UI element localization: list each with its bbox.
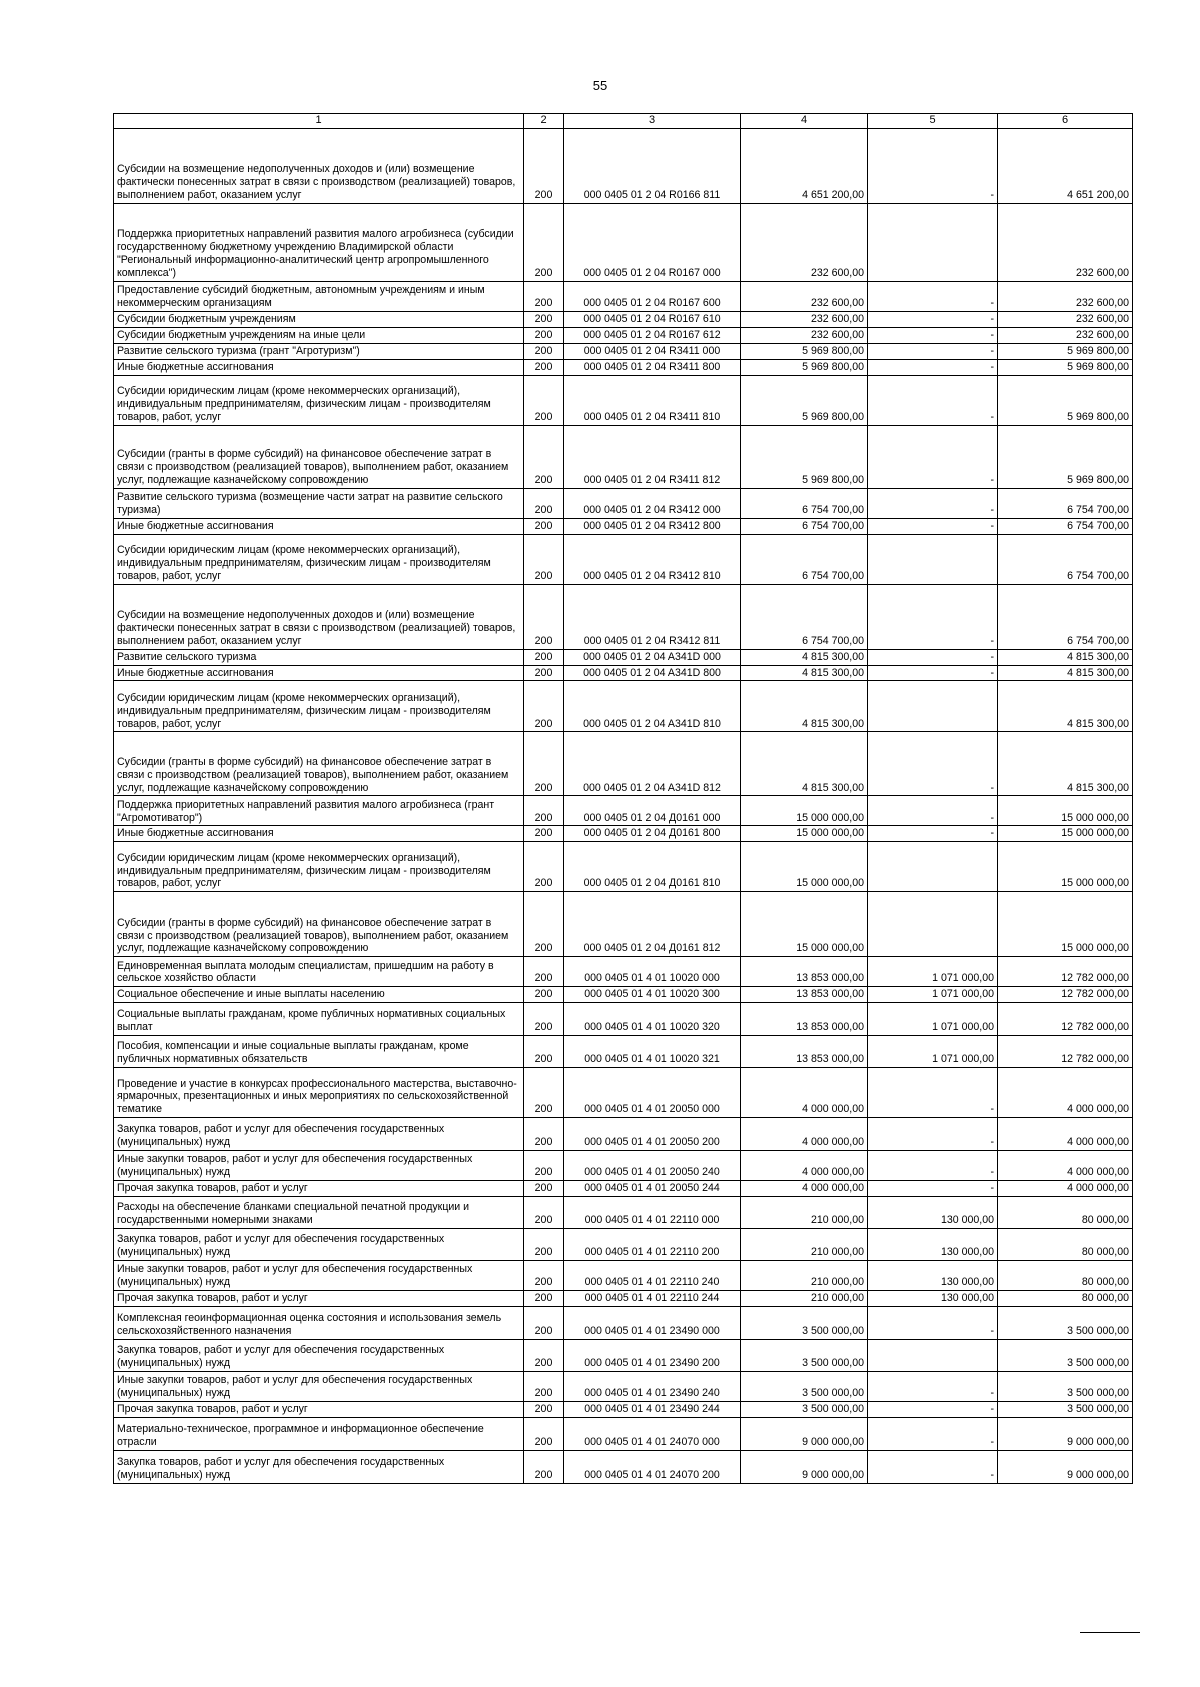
row-executed-cell: - [868,129,998,204]
row-name-cell: Закупка товаров, работ и услуг для обеспечения государственных (муниципальных) нужд [114,1340,524,1372]
row-kbk-cell: 000 0405 01 4 01 20050 200 [564,1118,741,1151]
table-body [114,129,1133,1484]
row-executed-cell: - [868,1402,998,1418]
table-row [114,584,1133,649]
row-executed-cell [868,204,998,282]
row-remaining-cell: 15 000 000,00 [998,892,1133,957]
row-executed-cell: - [868,584,998,649]
row-approved-cell: 210 000,00 [741,1229,868,1261]
row-name-cell: Закупка товаров, работ и услуг для обеспечения государственных (муниципальных) нужд [114,1451,524,1484]
table-row [114,842,1133,892]
row-code-cell: 200 [524,425,564,488]
row-approved-cell: 210 000,00 [741,1261,868,1291]
row-name-cell: Субсидии (гранты в форме субсидий) на финансовое обеспечение затрат в связи с производством (реализацией товаров), выполнением работ, оказанием услуг, подлежащие казначейскому сопровождению [114,892,524,957]
row-kbk-cell: 000 0405 01 4 01 24070 000 [564,1418,741,1451]
row-name-cell: Субсидии юридическим лицам (кроме некоммерческих организаций), индивидуальным предпринимателям, физическим лицам - производителям товаров, работ, услуг [114,534,524,584]
row-approved-cell: 232 600,00 [741,282,868,312]
table-row [114,1340,1133,1372]
row-kbk-cell: 000 0405 01 2 04 R3412 811 [564,584,741,649]
row-remaining-cell: 4 000 000,00 [998,1118,1133,1151]
row-name-cell: Прочая закупка товаров, работ и услуг [114,1402,524,1418]
row-remaining-cell: 9 000 000,00 [998,1451,1133,1484]
row-remaining-cell: 6 754 700,00 [998,518,1133,534]
row-kbk-cell: 000 0405 01 4 01 10020 300 [564,987,741,1003]
row-approved-cell: 13 853 000,00 [741,1003,868,1036]
row-approved-cell: 6 754 700,00 [741,584,868,649]
row-name-cell: Субсидии на возмещение недополученных доходов и (или) возмещение фактически понесенных затрат в связи с производством (реализацией) товаров, выполнением работ, оказанием услуг [114,584,524,649]
row-code-cell: 200 [524,1151,564,1181]
row-code-cell: 200 [524,1307,564,1340]
row-executed-cell: - [868,796,998,826]
row-code-cell: 200 [524,375,564,425]
row-kbk-cell: 000 0405 01 4 01 22110 000 [564,1197,741,1229]
row-code-cell: 200 [524,681,564,732]
row-executed-cell: - [868,359,998,375]
row-executed-cell: - [868,826,998,842]
row-kbk-cell: 000 0405 01 4 01 23490 000 [564,1307,741,1340]
row-kbk-cell: 000 0405 01 2 04 Д0161 000 [564,796,741,826]
row-remaining-cell: 232 600,00 [998,282,1133,312]
row-executed-cell [868,534,998,584]
row-approved-cell: 6 754 700,00 [741,534,868,584]
table-row [114,1181,1133,1197]
row-name-cell: Субсидии юридическим лицам (кроме некоммерческих организаций), индивидуальным предпринимателям, физическим лицам - производителям товаров, работ, услуг [114,842,524,892]
row-code-cell: 200 [524,1451,564,1484]
table-row [114,1068,1133,1118]
row-code-cell: 200 [524,842,564,892]
row-code-cell: 200 [524,649,564,665]
row-remaining-cell: 6 754 700,00 [998,488,1133,518]
row-remaining-cell: 4 000 000,00 [998,1151,1133,1181]
row-name-cell: Расходы на обеспечение бланками специальной печатной продукции и государственными номерными знаками [114,1197,524,1229]
row-approved-cell: 5 969 800,00 [741,425,868,488]
row-remaining-cell: 5 969 800,00 [998,343,1133,359]
row-name-cell: Иные бюджетные ассигнования [114,359,524,375]
row-code-cell: 200 [524,826,564,842]
row-name-cell: Иные бюджетные ассигнования [114,665,524,681]
row-remaining-cell: 3 500 000,00 [998,1307,1133,1340]
table-row [114,892,1133,957]
row-executed-cell: 130 000,00 [868,1229,998,1261]
row-code-cell: 200 [524,343,564,359]
row-kbk-cell: 000 0405 01 2 04 A341D 800 [564,665,741,681]
row-approved-cell: 15 000 000,00 [741,892,868,957]
row-executed-cell: 130 000,00 [868,1197,998,1229]
row-code-cell: 200 [524,1036,564,1068]
row-kbk-cell: 000 0405 01 2 04 R3412 810 [564,534,741,584]
row-kbk-cell: 000 0405 01 2 04 R3412 800 [564,518,741,534]
row-approved-cell: 15 000 000,00 [741,826,868,842]
row-remaining-cell: 4 651 200,00 [998,129,1133,204]
row-executed-cell: - [868,1118,998,1151]
row-name-cell: Иные закупки товаров, работ и услуг для обеспечения государственных (муниципальных) нужд [114,1372,524,1402]
row-name-cell: Субсидии юридическим лицам (кроме некоммерческих организаций), индивидуальным предпринимателям, физическим лицам - производителям товаров, работ, услуг [114,681,524,732]
row-approved-cell: 4 000 000,00 [741,1181,868,1197]
row-remaining-cell: 6 754 700,00 [998,584,1133,649]
column-header-6: 6 [998,114,1133,129]
table-row [114,1003,1133,1036]
table-row [114,518,1133,534]
column-header-3: 3 [564,114,741,129]
row-kbk-cell: 000 0405 01 4 01 23490 200 [564,1340,741,1372]
budget-table [113,113,1133,1484]
row-code-cell: 200 [524,1372,564,1402]
row-name-cell: Иные бюджетные ассигнования [114,518,524,534]
table-row [114,1036,1133,1068]
table-row [114,681,1133,732]
table-row [114,1418,1133,1451]
row-kbk-cell: 000 0405 01 2 04 R3411 810 [564,375,741,425]
row-code-cell: 200 [524,584,564,649]
row-executed-cell: - [868,375,998,425]
row-remaining-cell: 9 000 000,00 [998,1418,1133,1451]
row-name-cell: Прочая закупка товаров, работ и услуг [114,1181,524,1197]
row-remaining-cell: 3 500 000,00 [998,1340,1133,1372]
row-name-cell: Субсидии бюджетным учреждениям на иные цели [114,327,524,343]
row-remaining-cell: 12 782 000,00 [998,987,1133,1003]
row-code-cell: 200 [524,129,564,204]
row-approved-cell: 15 000 000,00 [741,842,868,892]
row-kbk-cell: 000 0405 01 4 01 24070 200 [564,1451,741,1484]
row-kbk-cell: 000 0405 01 4 01 22110 240 [564,1261,741,1291]
row-name-cell: Иные закупки товаров, работ и услуг для обеспечения государственных (муниципальных) нужд [114,1151,524,1181]
row-approved-cell: 15 000 000,00 [741,796,868,826]
row-kbk-cell: 000 0405 01 4 01 22110 200 [564,1229,741,1261]
table-row [114,488,1133,518]
row-code-cell: 200 [524,1197,564,1229]
row-name-cell: Развитие сельского туризма (грант "Агротуризм") [114,343,524,359]
row-executed-cell: - [868,1372,998,1402]
row-executed-cell: 1 071 000,00 [868,987,998,1003]
row-kbk-cell: 000 0405 01 2 04 R0167 612 [564,327,741,343]
row-code-cell: 200 [524,488,564,518]
table-header-row [114,114,1133,129]
table-row [114,1261,1133,1291]
row-code-cell: 200 [524,1291,564,1307]
row-remaining-cell: 232 600,00 [998,204,1133,282]
row-remaining-cell: 15 000 000,00 [998,796,1133,826]
row-code-cell: 200 [524,1068,564,1118]
row-approved-cell: 4 815 300,00 [741,649,868,665]
row-code-cell: 200 [524,204,564,282]
row-executed-cell [868,1340,998,1372]
row-remaining-cell: 80 000,00 [998,1197,1133,1229]
row-code-cell: 200 [524,665,564,681]
row-code-cell: 200 [524,327,564,343]
row-kbk-cell: 000 0405 01 2 04 R3411 800 [564,359,741,375]
row-code-cell: 200 [524,1003,564,1036]
row-name-cell: Поддержка приоритетных направлений развития малого агробизнеса (субсидии государственному бюджетному учреждению Владимирской области "Региональный информационно-аналитический центр агропромышленного комплекса") [114,204,524,282]
row-name-cell: Материально-техническое, программное и информационное обеспечение отрасли [114,1418,524,1451]
row-kbk-cell: 000 0405 01 2 04 R0167 600 [564,282,741,312]
row-code-cell: 200 [524,732,564,796]
row-executed-cell: - [868,1068,998,1118]
row-remaining-cell: 4 000 000,00 [998,1068,1133,1118]
row-remaining-cell: 3 500 000,00 [998,1402,1133,1418]
row-executed-cell [868,892,998,957]
table-row [114,1291,1133,1307]
row-approved-cell: 5 969 800,00 [741,375,868,425]
row-remaining-cell: 4 815 300,00 [998,681,1133,732]
row-executed-cell: - [868,312,998,328]
row-executed-cell [868,842,998,892]
row-executed-cell: - [868,488,998,518]
row-executed-cell: - [868,282,998,312]
row-name-cell: Закупка товаров, работ и услуг для обеспечения государственных (муниципальных) нужд [114,1118,524,1151]
row-kbk-cell: 000 0405 01 4 01 20050 244 [564,1181,741,1197]
row-remaining-cell: 5 969 800,00 [998,359,1133,375]
table-row [114,665,1133,681]
page-number: 55 [592,78,608,93]
row-code-cell: 200 [524,534,564,584]
row-approved-cell: 9 000 000,00 [741,1418,868,1451]
row-kbk-cell: 000 0405 01 2 04 R0167 000 [564,204,741,282]
table-row [114,1118,1133,1151]
row-approved-cell: 3 500 000,00 [741,1372,868,1402]
row-approved-cell: 232 600,00 [741,327,868,343]
row-kbk-cell: 000 0405 01 2 04 R3411 000 [564,343,741,359]
row-kbk-cell: 000 0405 01 2 04 R0167 610 [564,312,741,328]
row-remaining-cell: 12 782 000,00 [998,1003,1133,1036]
row-kbk-cell: 000 0405 01 2 04 Д0161 800 [564,826,741,842]
row-executed-cell: - [868,1151,998,1181]
row-remaining-cell: 4 815 300,00 [998,649,1133,665]
row-name-cell: Субсидии (гранты в форме субсидий) на финансовое обеспечение затрат в связи с производством (реализацией товаров), выполнением работ, оказанием услуг, подлежащие казначейскому сопровождению [114,732,524,796]
row-code-cell: 200 [524,957,564,987]
row-approved-cell: 4 651 200,00 [741,129,868,204]
row-approved-cell: 4 000 000,00 [741,1118,868,1151]
row-code-cell: 200 [524,1402,564,1418]
row-executed-cell: 1 071 000,00 [868,1003,998,1036]
row-executed-cell: 1 071 000,00 [868,1036,998,1068]
row-kbk-cell: 000 0405 01 2 04 A341D 812 [564,732,741,796]
row-name-cell: Субсидии на возмещение недополученных доходов и (или) возмещение фактически понесенных затрат в связи с производством (реализацией) товаров, выполнением работ, оказанием услуг [114,129,524,204]
row-kbk-cell: 000 0405 01 4 01 22110 244 [564,1291,741,1307]
row-code-cell: 200 [524,312,564,328]
row-executed-cell: - [868,425,998,488]
row-kbk-cell: 000 0405 01 2 04 A341D 000 [564,649,741,665]
row-executed-cell: - [868,343,998,359]
table-row [114,327,1133,343]
row-remaining-cell: 12 782 000,00 [998,1036,1133,1068]
row-executed-cell: - [868,1307,998,1340]
table-row [114,957,1133,987]
row-name-cell: Проведение и участие в конкурсах профессионального мастерства, выставочно-ярмарочных, презентационных и иных мероприятиях по сельскохозяйственной тематике [114,1068,524,1118]
row-kbk-cell: 000 0405 01 4 01 23490 244 [564,1402,741,1418]
row-approved-cell: 13 853 000,00 [741,957,868,987]
row-approved-cell: 3 500 000,00 [741,1340,868,1372]
row-name-cell: Единовременная выплата молодым специалистам, пришедшим на работу в сельское хозяйство области [114,957,524,987]
row-approved-cell: 5 969 800,00 [741,343,868,359]
row-executed-cell: 130 000,00 [868,1261,998,1291]
row-remaining-cell: 5 969 800,00 [998,375,1133,425]
row-executed-cell: - [868,732,998,796]
table-row [114,796,1133,826]
row-code-cell: 200 [524,1418,564,1451]
row-approved-cell: 232 600,00 [741,312,868,328]
row-remaining-cell: 4 000 000,00 [998,1181,1133,1197]
row-kbk-cell: 000 0405 01 4 01 10020 320 [564,1003,741,1036]
row-kbk-cell: 000 0405 01 4 01 23490 240 [564,1372,741,1402]
row-remaining-cell: 232 600,00 [998,327,1133,343]
row-approved-cell: 5 969 800,00 [741,359,868,375]
row-name-cell: Прочая закупка товаров, работ и услуг [114,1291,524,1307]
row-executed-cell: - [868,1451,998,1484]
row-approved-cell: 3 500 000,00 [741,1402,868,1418]
table-row [114,375,1133,425]
table-row [114,1307,1133,1340]
row-approved-cell: 4 000 000,00 [741,1151,868,1181]
table-row [114,987,1133,1003]
row-remaining-cell: 232 600,00 [998,312,1133,328]
row-kbk-cell: 000 0405 01 2 04 R3411 812 [564,425,741,488]
row-name-cell: Предоставление субсидий бюджетным, автономным учреждениям и иным некоммерческим организациям [114,282,524,312]
row-name-cell: Закупка товаров, работ и услуг для обеспечения государственных (муниципальных) нужд [114,1229,524,1261]
row-approved-cell: 4 815 300,00 [741,732,868,796]
row-kbk-cell: 000 0405 01 4 01 10020 000 [564,957,741,987]
row-code-cell: 200 [524,1229,564,1261]
row-remaining-cell: 3 500 000,00 [998,1372,1133,1402]
row-code-cell: 200 [524,892,564,957]
row-kbk-cell: 000 0405 01 2 04 R0166 811 [564,129,741,204]
row-code-cell: 200 [524,987,564,1003]
row-approved-cell: 13 853 000,00 [741,987,868,1003]
row-executed-cell: - [868,665,998,681]
row-remaining-cell: 4 815 300,00 [998,732,1133,796]
row-remaining-cell: 5 969 800,00 [998,425,1133,488]
row-approved-cell: 4 000 000,00 [741,1068,868,1118]
row-approved-cell: 210 000,00 [741,1197,868,1229]
row-approved-cell: 13 853 000,00 [741,1036,868,1068]
table-row [114,649,1133,665]
row-code-cell: 200 [524,359,564,375]
row-name-cell: Иные бюджетные ассигнования [114,826,524,842]
table-row [114,204,1133,282]
row-code-cell: 200 [524,1261,564,1291]
row-executed-cell: 1 071 000,00 [868,957,998,987]
row-executed-cell: - [868,1181,998,1197]
row-name-cell: Пособия, компенсации и иные социальные выплаты гражданам, кроме публичных нормативных обязательств [114,1036,524,1068]
row-name-cell: Развитие сельского туризма (возмещение части затрат на развитие сельского туризма) [114,488,524,518]
row-name-cell: Субсидии (гранты в форме субсидий) на финансовое обеспечение затрат в связи с производством (реализацией товаров), выполнением работ, оказанием услуг, подлежащие казначейскому сопровождению [114,425,524,488]
row-name-cell: Развитие сельского туризма [114,649,524,665]
row-approved-cell: 4 815 300,00 [741,681,868,732]
column-header-1: 1 [114,114,524,129]
row-name-cell: Комплексная геоинформационная оценка состояния и использования земель сельскохозяйственного назначения [114,1307,524,1340]
row-kbk-cell: 000 0405 01 4 01 20050 000 [564,1068,741,1118]
table-row [114,826,1133,842]
row-remaining-cell: 15 000 000,00 [998,842,1133,892]
table-row [114,1151,1133,1181]
row-kbk-cell: 000 0405 01 2 04 Д0161 810 [564,842,741,892]
row-kbk-cell: 000 0405 01 4 01 20050 240 [564,1151,741,1181]
row-code-cell: 200 [524,1181,564,1197]
row-approved-cell: 6 754 700,00 [741,518,868,534]
table-row [114,359,1133,375]
row-executed-cell: - [868,649,998,665]
table-row [114,1402,1133,1418]
table-row [114,1451,1133,1484]
table-row [114,534,1133,584]
row-executed-cell: 130 000,00 [868,1291,998,1307]
row-name-cell: Социальные выплаты гражданам, кроме публичных нормативных социальных выплат [114,1003,524,1036]
table-row [114,1229,1133,1261]
row-code-cell: 200 [524,282,564,312]
row-approved-cell: 9 000 000,00 [741,1451,868,1484]
row-remaining-cell: 12 782 000,00 [998,957,1133,987]
row-remaining-cell: 80 000,00 [998,1229,1133,1261]
row-remaining-cell: 4 815 300,00 [998,665,1133,681]
table-row [114,732,1133,796]
row-approved-cell: 6 754 700,00 [741,488,868,518]
row-kbk-cell: 000 0405 01 2 04 R3412 000 [564,488,741,518]
row-name-cell: Субсидии юридическим лицам (кроме некоммерческих организаций), индивидуальным предпринимателям, физическим лицам - производителям товаров, работ, услуг [114,375,524,425]
bottom-rule [1080,1632,1140,1633]
row-kbk-cell: 000 0405 01 2 04 Д0161 812 [564,892,741,957]
row-remaining-cell: 15 000 000,00 [998,826,1133,842]
row-approved-cell: 4 815 300,00 [741,665,868,681]
table-row [114,129,1133,204]
row-remaining-cell: 80 000,00 [998,1291,1133,1307]
row-executed-cell [868,681,998,732]
table-row [114,343,1133,359]
row-remaining-cell: 80 000,00 [998,1261,1133,1291]
row-code-cell: 200 [524,1118,564,1151]
table-row [114,1372,1133,1402]
row-executed-cell: - [868,327,998,343]
row-code-cell: 200 [524,518,564,534]
row-code-cell: 200 [524,796,564,826]
table-row [114,1197,1133,1229]
row-remaining-cell: 6 754 700,00 [998,534,1133,584]
row-executed-cell: - [868,518,998,534]
row-code-cell: 200 [524,1340,564,1372]
row-name-cell: Иные закупки товаров, работ и услуг для обеспечения государственных (муниципальных) нужд [114,1261,524,1291]
row-executed-cell: - [868,1418,998,1451]
row-kbk-cell: 000 0405 01 2 04 A341D 810 [564,681,741,732]
table-row [114,425,1133,488]
row-name-cell: Социальное обеспечение и иные выплаты населению [114,987,524,1003]
column-header-4: 4 [741,114,868,129]
column-header-5: 5 [868,114,998,129]
table-row [114,282,1133,312]
row-approved-cell: 3 500 000,00 [741,1307,868,1340]
table-row [114,312,1133,328]
row-approved-cell: 210 000,00 [741,1291,868,1307]
row-name-cell: Субсидии бюджетным учреждениям [114,312,524,328]
row-kbk-cell: 000 0405 01 4 01 10020 321 [564,1036,741,1068]
row-name-cell: Поддержка приоритетных направлений развития малого агробизнеса (грант "Агромотиватор") [114,796,524,826]
row-approved-cell: 232 600,00 [741,204,868,282]
column-header-2: 2 [524,114,564,129]
